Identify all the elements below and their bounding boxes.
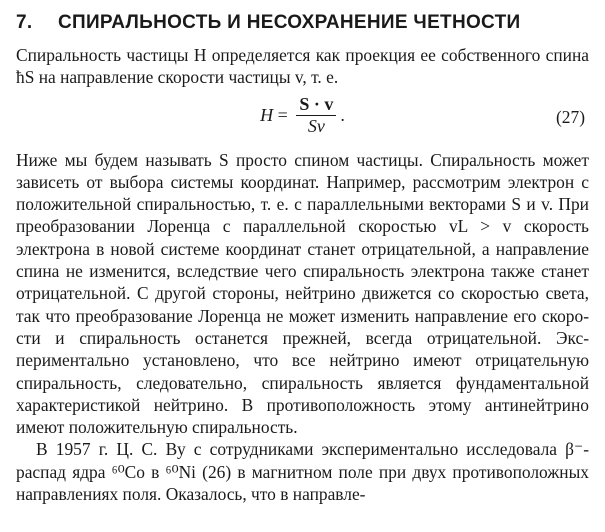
paragraph-intro: Спиральность частицы H определяется как проекция ее собственного спина ħS на направление скорости частицы v, т. е. <box>16 45 589 88</box>
formula-denominator: Sv <box>307 115 325 136</box>
formula-fraction <box>296 94 336 137</box>
formula-equals: = <box>277 104 288 125</box>
section-heading <box>16 12 589 34</box>
formula-numerator: S · v <box>296 94 336 116</box>
formula <box>16 94 589 137</box>
paragraph-helicity: Ниже мы будем называть S просто спином частицы. Спиральность может зависеть от выбора системы координат. Например, рассмотрим электрон с положительной спиральностью, т. е. с параллельными векторами S и v. При преобразовании Лоренца с параллельной скоростью vL > v скорость электрона в новой системе координат станет отрицательной, а направление спина не изменится, вследствие чего спиральность электрона также станет отрицательной. С другой стороны, нейтрино движется со скоростью света, так что преобразование Лоренца не может изменить направление его скорости и спиральность останется прежней, всегда отрицательной. Экспериментально установлено, что все нейтрино имеют отрицательную спиральность, следовательно, спиральность является фундаментальной характеристикой нейтрино. В противоположность этому антинейтрино имеют положительную спиральность. <box>16 149 589 438</box>
formula-period: . <box>340 104 345 125</box>
section-title: СПИРАЛЬНОСТЬ И НЕСОХРАНЕНИЕ ЧЕТНОСТИ <box>58 12 521 33</box>
section-number: 7. <box>16 12 33 33</box>
formula-lhs: H <box>260 104 274 125</box>
equation-27 <box>16 94 589 144</box>
equation-number: (27) <box>556 106 585 127</box>
paragraph-wu-experiment: В 1957 г. Ц. С. Ву с сотрудниками экспериментально исследовала β⁻-распад ядра ⁶⁰Co в ⁶⁰Ni (26) в магнитном поле при двух противоположных направлениях поля. Оказалось, что в направле- <box>16 439 589 505</box>
